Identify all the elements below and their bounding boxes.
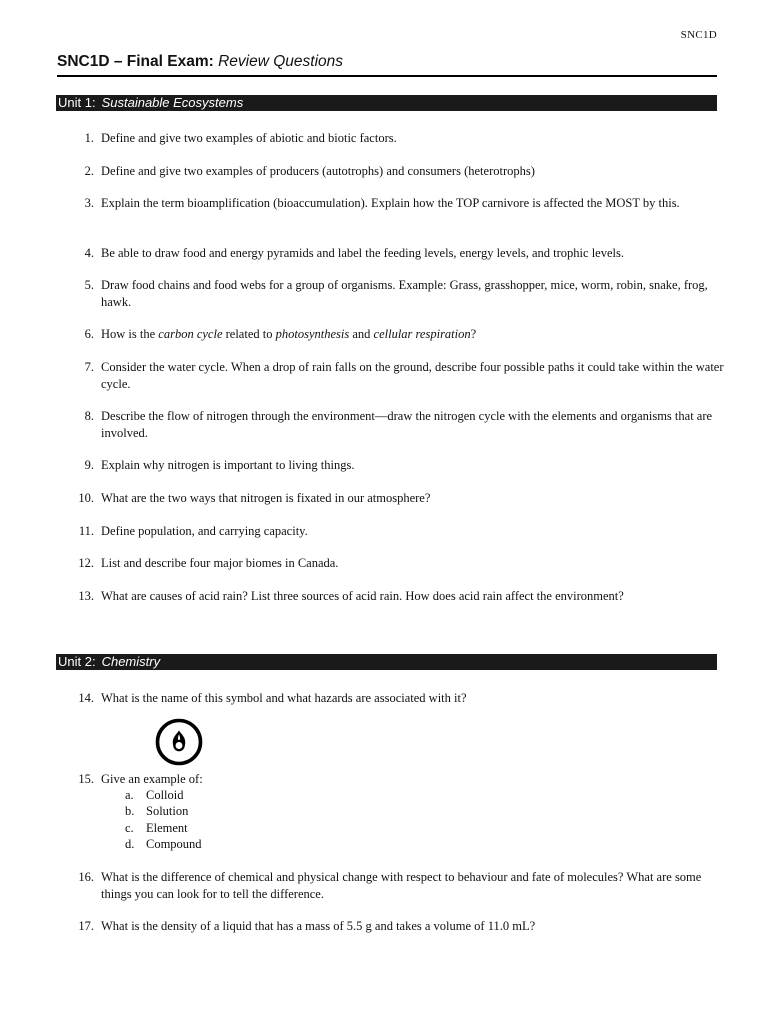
question-text: Define and give two examples of abiotic and biotic factors. — [101, 131, 397, 145]
question-15 — [75, 771, 725, 788]
question-16 — [75, 869, 725, 902]
question-text: What is the density of a liquid that has a mass of 5.5 g and takes a volume of 11.0 mL? — [101, 919, 536, 933]
option-letter: d. — [125, 837, 135, 852]
question-17 — [75, 918, 725, 935]
oxidizing-material-whmis-icon — [154, 717, 204, 772]
question-number: 16. — [78, 870, 94, 884]
list-item — [125, 787, 202, 803]
option-letter: a. — [125, 788, 134, 802]
question-number: 12. — [78, 556, 94, 570]
question-number: 9. — [84, 458, 94, 472]
unit-label: Unit 1: — [58, 95, 96, 110]
unit-label: Unit 2: — [58, 654, 96, 669]
question-2 — [75, 163, 725, 180]
question-number: 6. — [84, 327, 94, 341]
question-number: 17. — [78, 919, 94, 933]
question-11 — [75, 523, 725, 540]
question-text: List and describe four major biomes in Canada. — [101, 556, 339, 570]
title-rule — [57, 75, 717, 77]
question-4 — [75, 245, 725, 262]
course-code: SNC1D — [680, 29, 717, 41]
question-number: 14. — [78, 691, 94, 705]
term-cellular-respiration: cellular respiration — [373, 327, 471, 341]
option-text: Solution — [146, 804, 189, 819]
question-text: What are the two ways that nitrogen is fixated in our atmosphere? — [101, 491, 431, 505]
page-title — [57, 53, 343, 71]
question-text: Give an example of: — [101, 772, 203, 786]
question-text: Define population, and carrying capacity. — [101, 524, 308, 538]
question-10 — [75, 490, 725, 507]
question-text: Draw food chains and food webs for a group of organisms. Example: Grass, grasshopper, mice, worm, robin, snake, frog, hawk. — [101, 278, 708, 309]
option-letter: b. — [125, 804, 135, 819]
question-text: Consider the water cycle. When a drop of rain falls on the ground, describe four possible paths it could take within the water cycle. — [101, 360, 724, 391]
question-7 — [75, 359, 725, 392]
question-number: 8. — [84, 409, 94, 423]
question-number: 11. — [78, 524, 94, 538]
question-1 — [75, 130, 725, 147]
question-13 — [75, 588, 725, 605]
option-letter: c. — [125, 820, 134, 835]
option-text: Element — [146, 820, 188, 835]
question-text: What is the name of this symbol and what hazards are associated with it? — [101, 691, 467, 705]
list-item — [125, 836, 202, 852]
question-text: Describe the flow of nitrogen through the environment—draw the nitrogen cycle with the elements and organisms that are involved. — [101, 409, 713, 440]
question-6 — [75, 326, 725, 343]
question-5 — [75, 277, 725, 310]
question-12 — [75, 555, 725, 572]
question-number: 3. — [84, 196, 94, 210]
option-text: Compound — [146, 837, 202, 852]
q15-option-list — [125, 787, 202, 853]
question-number: 4. — [84, 246, 94, 260]
question-text: How is the carbon cycle related to photosynthesis and cellular respiration? — [101, 327, 477, 341]
unit-topic: Sustainable Ecosystems — [101, 95, 244, 110]
unit-heading-2 — [56, 654, 717, 670]
title-main: SNC1D – Final Exam: — [57, 53, 214, 70]
question-text: Explain the term bioamplification (bioaccumulation). Explain how the TOP carnivore is affected the MOST by this. — [101, 196, 680, 210]
question-number: 10. — [78, 491, 94, 505]
list-item — [125, 820, 202, 836]
question-number: 1. — [84, 131, 94, 145]
unit-topic: Chemistry — [101, 654, 161, 669]
term-photosynthesis: photosynthesis — [275, 327, 350, 341]
question-text: Be able to draw food and energy pyramids and label the feeding levels, energy levels, and trophic levels. — [101, 246, 624, 260]
question-number: 5. — [84, 278, 94, 292]
question-8 — [75, 408, 725, 441]
option-text: Colloid — [146, 788, 184, 802]
question-number: 13. — [78, 589, 94, 603]
title-sub: Review Questions — [218, 53, 344, 70]
question-9 — [75, 457, 725, 474]
question-14 — [75, 690, 725, 707]
question-3 — [75, 195, 725, 212]
question-number: 2. — [84, 164, 94, 178]
unit-heading-1 — [56, 95, 717, 111]
term-carbon-cycle: carbon cycle — [158, 327, 223, 341]
question-number: 15. — [78, 772, 94, 786]
list-item — [125, 803, 202, 819]
question-text: What is the difference of chemical and physical change with respect to behaviour and fate of molecules? What are some things you can look for to tell the difference. — [101, 870, 702, 901]
question-number: 7. — [84, 360, 94, 374]
question-text: What are causes of acid rain? List three sources of acid rain. How does acid rain affect the environment? — [101, 589, 624, 603]
question-text: Explain why nitrogen is important to living things. — [101, 458, 355, 472]
question-text: Define and give two examples of producers (autotrophs) and consumers (heterotrophs) — [101, 164, 535, 178]
